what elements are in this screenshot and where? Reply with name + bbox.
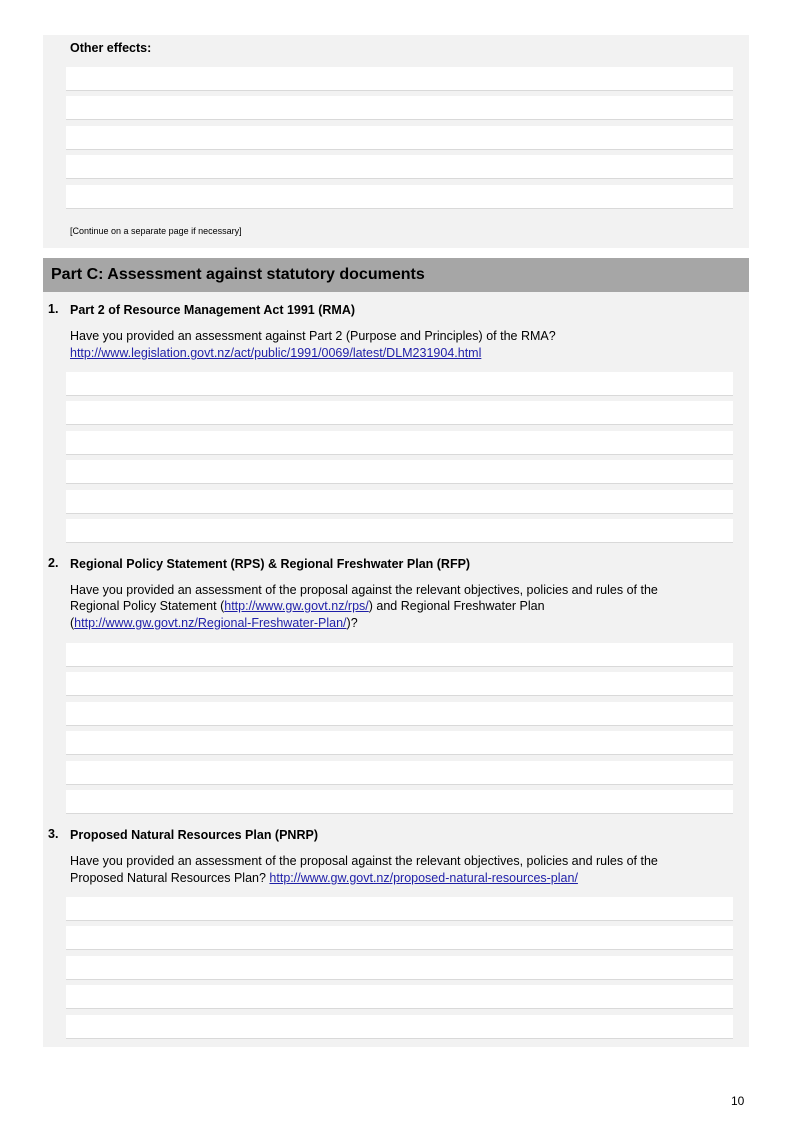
question-3-text-line1: Have you provided an assessment of the proposal against the relevant objectives, policies and rules of the	[70, 854, 658, 868]
question-2-number: 2.	[48, 556, 59, 570]
question-1-number: 1.	[48, 302, 59, 316]
page-number: 10	[731, 1094, 745, 1108]
text-line[interactable]	[66, 67, 733, 91]
text-line[interactable]	[66, 1015, 733, 1039]
question-2-lines[interactable]	[66, 643, 733, 819]
q2-text-part: )?	[346, 616, 358, 630]
q2-text-part: Regional Policy Statement (	[70, 599, 225, 613]
rma-link[interactable]: http://www.legislation.govt.nz/act/public/1991/0069/latest/DLM231904.html	[70, 346, 482, 360]
question-1-heading: Part 2 of Resource Management Act 1991 (RMA)	[70, 303, 356, 317]
question-3-heading: Proposed Natural Resources Plan (PNRP)	[70, 828, 318, 842]
text-line[interactable]	[66, 460, 733, 484]
text-line[interactable]	[66, 897, 733, 921]
text-line[interactable]	[66, 401, 733, 425]
text-line[interactable]	[66, 731, 733, 755]
text-line[interactable]	[66, 490, 733, 514]
text-line[interactable]	[66, 643, 733, 667]
question-2-text-line2	[70, 598, 545, 614]
pnrp-link[interactable]: http://www.gw.govt.nz/proposed-natural-resources-plan/	[269, 871, 578, 885]
text-line[interactable]	[66, 431, 733, 455]
question-1-text: Have you provided an assessment against Part 2 (Purpose and Principles) of the RMA?	[70, 329, 556, 343]
other-effects-lines[interactable]	[66, 67, 733, 214]
other-effects-label: Other effects:	[70, 41, 152, 55]
continue-note: [Continue on a separate page if necessary]	[70, 226, 242, 236]
text-line[interactable]	[66, 761, 733, 785]
q2-text-part: (	[70, 616, 75, 630]
q3-text-part: Proposed Natural Resources Plan?	[70, 871, 270, 885]
question-3-lines[interactable]	[66, 897, 733, 1044]
text-line[interactable]	[66, 672, 733, 696]
text-line[interactable]	[66, 702, 733, 726]
text-line[interactable]	[66, 790, 733, 814]
text-line[interactable]	[66, 126, 733, 150]
freshwater-plan-link[interactable]: http://www.gw.govt.nz/Regional-Freshwater-Plan/	[74, 616, 347, 630]
text-line[interactable]	[66, 956, 733, 980]
text-line[interactable]	[66, 96, 733, 120]
question-3-number: 3.	[48, 827, 59, 841]
rps-link[interactable]: http://www.gw.govt.nz/rps/	[224, 599, 369, 613]
question-2-text-line1: Have you provided an assessment of the proposal against the relevant objectives, policies and rules of the	[70, 583, 658, 597]
text-line[interactable]	[66, 185, 733, 209]
q2-text-part: ) and Regional Freshwater Plan	[368, 599, 545, 613]
question-1-link-row	[70, 345, 481, 361]
text-line[interactable]	[66, 926, 733, 950]
text-line[interactable]	[66, 985, 733, 1009]
text-line[interactable]	[66, 519, 733, 543]
question-2-heading: Regional Policy Statement (RPS) & Regional Freshwater Plan (RFP)	[70, 557, 471, 571]
question-3-text-line2	[70, 870, 578, 886]
text-line[interactable]	[66, 155, 733, 179]
question-2-text-line3	[70, 615, 358, 631]
part-c-title: Part C: Assessment against statutory documents	[51, 266, 425, 283]
text-line[interactable]	[66, 372, 733, 396]
question-1-lines[interactable]	[66, 372, 733, 548]
